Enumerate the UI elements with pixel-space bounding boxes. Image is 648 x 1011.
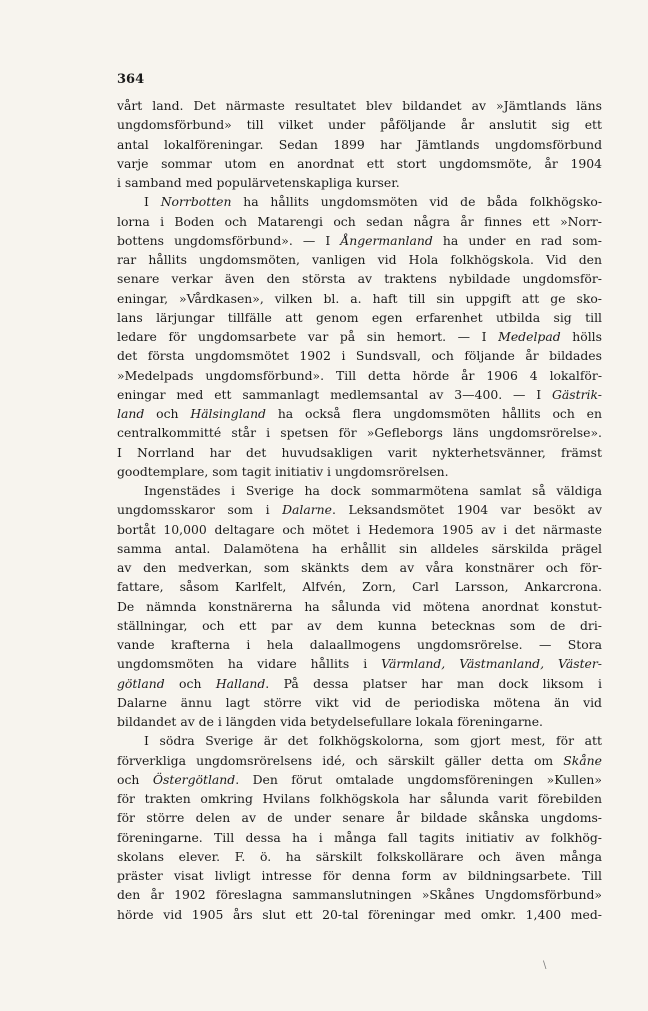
text-line: lorna i Boden och Matarengi och sedan några år finnes ett »Norr- [117,213,602,229]
text-line: för större delen av de under senare år bildade skånska ungdoms- [117,810,602,826]
text-line: eningar med ett sammanlagt medlemsantal av 3—400. — I Gästrik- [117,386,602,402]
text-line: det första ungdomsmötet 1902 i Sundsvall, och följande år bildades [117,348,602,364]
text-line: vårt land. Det närmaste resultatet blev bildandet av »Jämtlands läns [117,98,602,113]
text-line: förverkliga ungdomsrörelsens idé, och särskilt gäller detta om Skåne [117,752,602,768]
text-line: centralkommitté står i spetsen för »Gefleborgs läns ungdomsrörelse». [117,425,602,441]
text-line: i samband med populärvetenskapliga kurser. [117,175,400,190]
text-line: skolans elever. F. ö. ha särskilt folkskollärare och även många [117,848,602,864]
text-line: ungdomsmöten ha vidare hållits i Värmland, Västmanland, Väster- [117,656,602,672]
text-line: »Medelpads ungdomsförbund». Till detta hörde år 1906 4 lokalför- [117,367,602,383]
text-line: land och Hälsingland ha också flera ungdomsmöten hållits och en [117,406,602,421]
text-line: De nämnda konstnärerna ha sålunda vid mötena anordnat konstut- [117,598,602,614]
corner-mark: \ [543,960,547,971]
text-line: av den medverkan, som skänkts dem av våra konstnärer och för- [117,560,602,575]
text-line: lans lärjungar tillfälle att genom egen erfarenhet utbilda sig till [117,309,602,325]
text-line: ungdomsförbund» till vilket under påföljande år anslutit sig ett [117,117,602,133]
text-line: hörde vid 1905 års slut ett 20-tal föreningar med omkr. 1,400 med- [117,906,602,922]
text-line: fattare, såsom Karlfelt, Alfvén, Zorn, Carl Larsson, Ankarcrona. [117,579,602,595]
text-line: bottens ungdomsförbund». — I Ångermanland ha under en rad som- [117,232,602,248]
text-line: I södra Sverige är det folkhögskolorna, som gjort mest, för att [144,733,602,749]
text-line: ungdomsskaror som i Dalarne. Leksandsmötet 1904 var besökt av [117,502,602,518]
text-line: och Östergötland. Den förut omtalade ungdomsföreningen »Kullen» [117,771,602,787]
text-line: präster visat livligt intresse för denna form av bildningsarbete. Till [117,868,602,883]
text-line: Dalarne ännu lagt större vikt vid de periodiska mötena än vid [117,694,602,710]
text-line: ledare för ungdomsarbete var på sin hemort. — I Medelpad hölls [117,329,602,344]
text-line: goodtemplare, som tagit initiativ i ungdomsrörelsen. [117,463,449,479]
text-line: rar hållits ungdomsmöten, vanligen vid Hola folkhögskola. Vid den [117,252,602,267]
text-line: Ingenstädes i Sverige ha dock sommarmötena samlat så väldiga [144,483,602,498]
text-line: götland och Halland. På dessa platser har man dock liksom i [117,675,602,691]
text-line: föreningarne. Till dessa ha i många fall tagits initiativ av folkhög- [117,829,602,845]
text-line: vande krafterna i hela dalaallmogens ungdomsrörelse. — Stora [117,637,602,652]
text-line: senare verkar även den största av traktens nybildade ungdomsför- [117,271,602,287]
text-line: eningar, »Vårdkasen», vilken bl. a. haft till sin uppgift att ge sko- [117,290,602,306]
text-line: den år 1902 föreslagna sammanslutningen »Skånes Ungdomsförbund» [117,887,602,903]
page-number: 364 [117,72,145,87]
text-line: för trakten omkring Hvilans folkhögskola har sålunda varit förebilden [117,791,602,806]
text-line: bortåt 10,000 deltagare och mötet i Hedemora 1905 av i det närmaste [117,521,602,537]
text-line: antal lokalföreningar. Sedan 1899 har Jämtlands ungdomsförbund [117,136,602,152]
text-line: ställningar, och ett par av dem kunna betecknas som de dri- [117,617,602,633]
text-line: samma antal. Dalamötena ha erhållit sin alldeles särskilda prägel [117,540,602,556]
text-line: I Norrland har det huvudsakligen varit nykterhetsvänner, främst [117,444,602,460]
text-line: bildandet av de i längden vida betydelsefullare lokala föreningarne. [117,714,543,729]
body-text [117,96,602,924]
text-line: I Norrbotten ha hållits ungdomsmöten vid de båda folkhögsko- [144,194,602,210]
text-line: varje sommar utom en anordnat ett stort ungdomsmöte, år 1904 [117,155,602,171]
